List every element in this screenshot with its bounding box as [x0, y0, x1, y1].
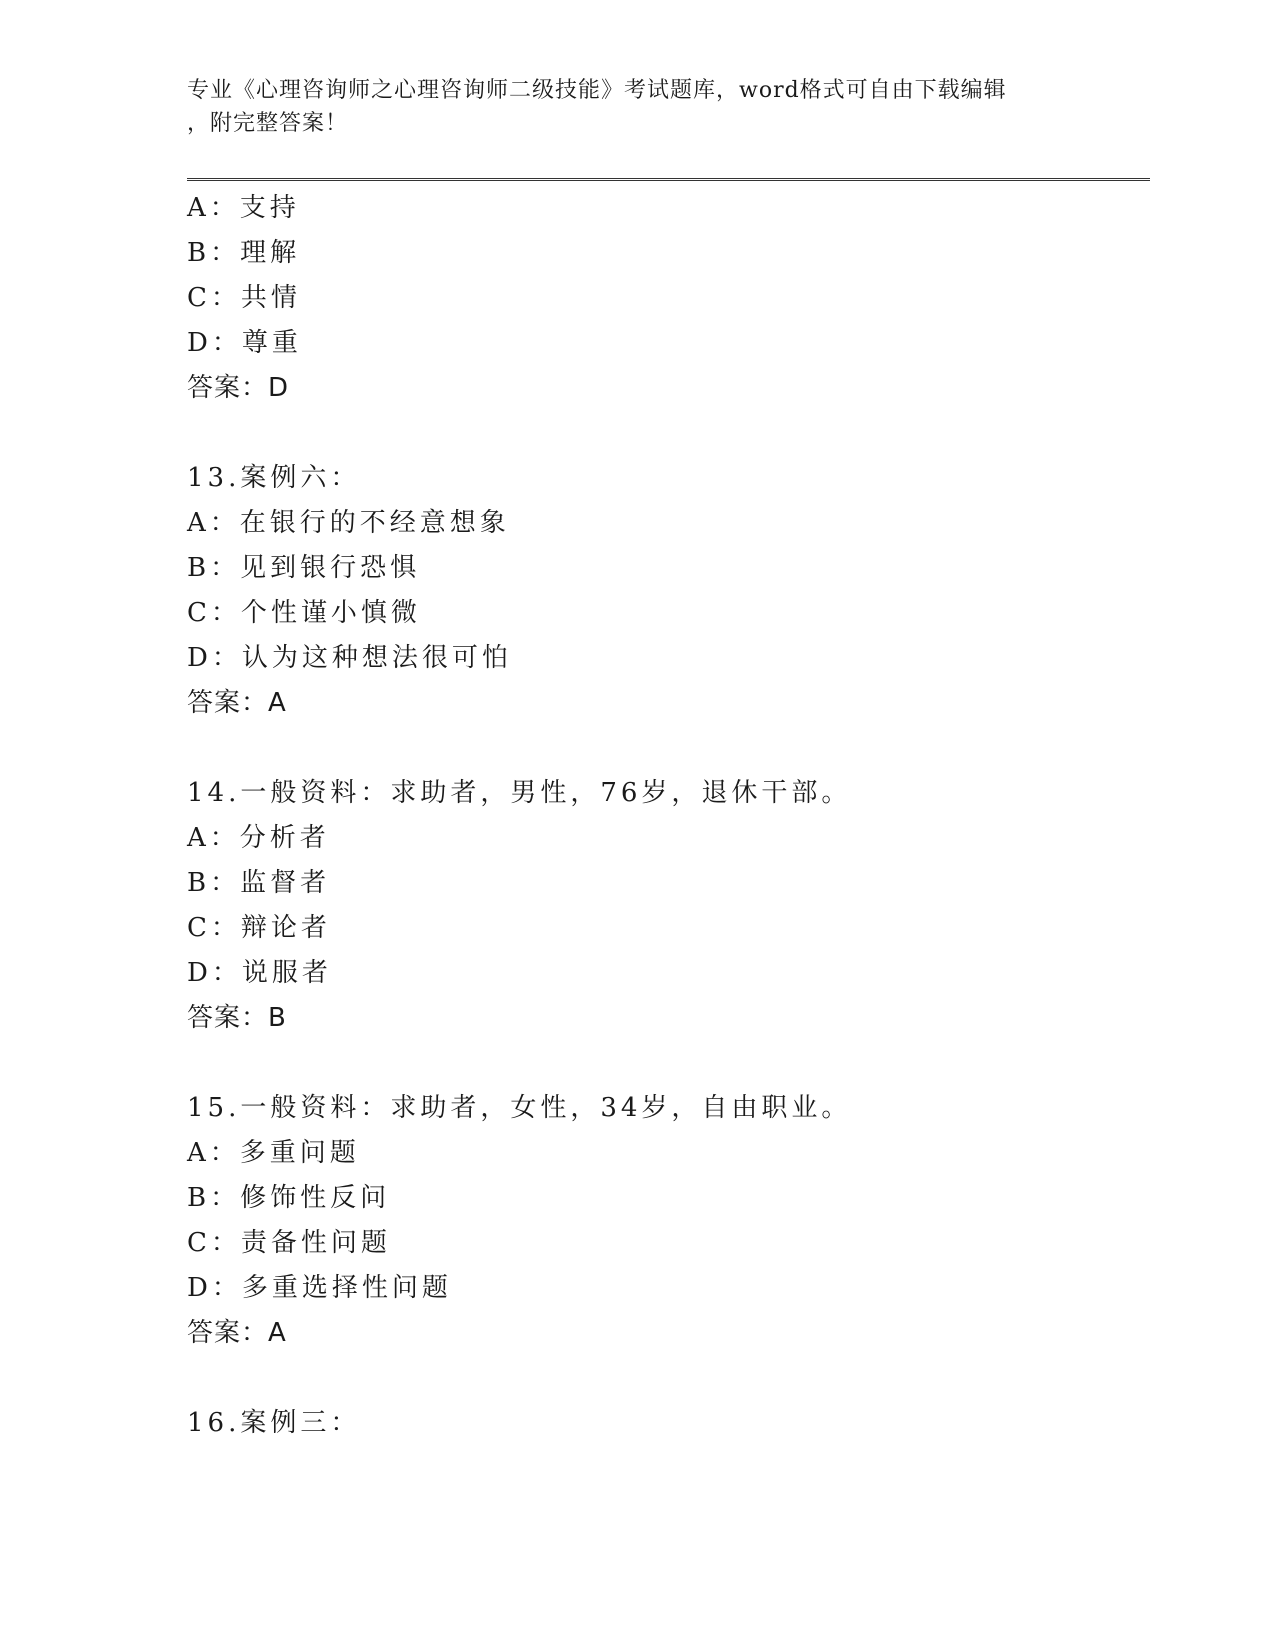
q13-stem: 13.案例六： [187, 463, 361, 493]
q12-answer: 答案：D [187, 373, 290, 403]
q12-option-c: C：共情 [187, 283, 301, 313]
q12-option-b: B：理解 [187, 238, 301, 268]
q15-stem: 15.一般资料：求助者，女性，34岁，自由职业。 [187, 1093, 852, 1123]
q14-answer: 答案：B [187, 1003, 287, 1033]
q15-answer: 答案：A [187, 1318, 287, 1348]
q13-option-d: D：认为这种想法很可怕 [187, 643, 512, 673]
q12-option-d: D：尊重 [187, 328, 302, 358]
q16-stem: 16.案例三： [187, 1408, 361, 1438]
q13-answer: 答案：A [187, 688, 287, 718]
q14-option-c: C：辩论者 [187, 913, 331, 943]
q14-option-b: B：监督者 [187, 868, 331, 898]
header-line-2: ，附完整答案！ [187, 111, 349, 136]
header-divider [187, 178, 1150, 181]
q14-stem: 14.一般资料：求助者，男性，76岁，退休干部。 [187, 778, 852, 808]
q15-option-c: C：责备性问题 [187, 1228, 391, 1258]
q12-option-a: A：支持 [187, 193, 300, 223]
q15-option-d: D：多重选择性问题 [187, 1273, 452, 1303]
q14-option-a: A：分析者 [187, 823, 330, 853]
q15-option-a: A：多重问题 [187, 1138, 360, 1168]
q13-option-c: C：个性谨小慎微 [187, 598, 421, 628]
q13-option-b: B：见到银行恐惧 [187, 553, 421, 583]
document-header [187, 74, 1087, 140]
q13-option-a: A：在银行的不经意想象 [187, 508, 510, 538]
header-line-1: 专业《心理咨询师之心理咨询师二级技能》考试题库，word格式可自由下载编辑 [187, 78, 1007, 103]
q14-option-d: D：说服者 [187, 958, 332, 988]
q15-option-b: B：修饰性反问 [187, 1183, 391, 1213]
